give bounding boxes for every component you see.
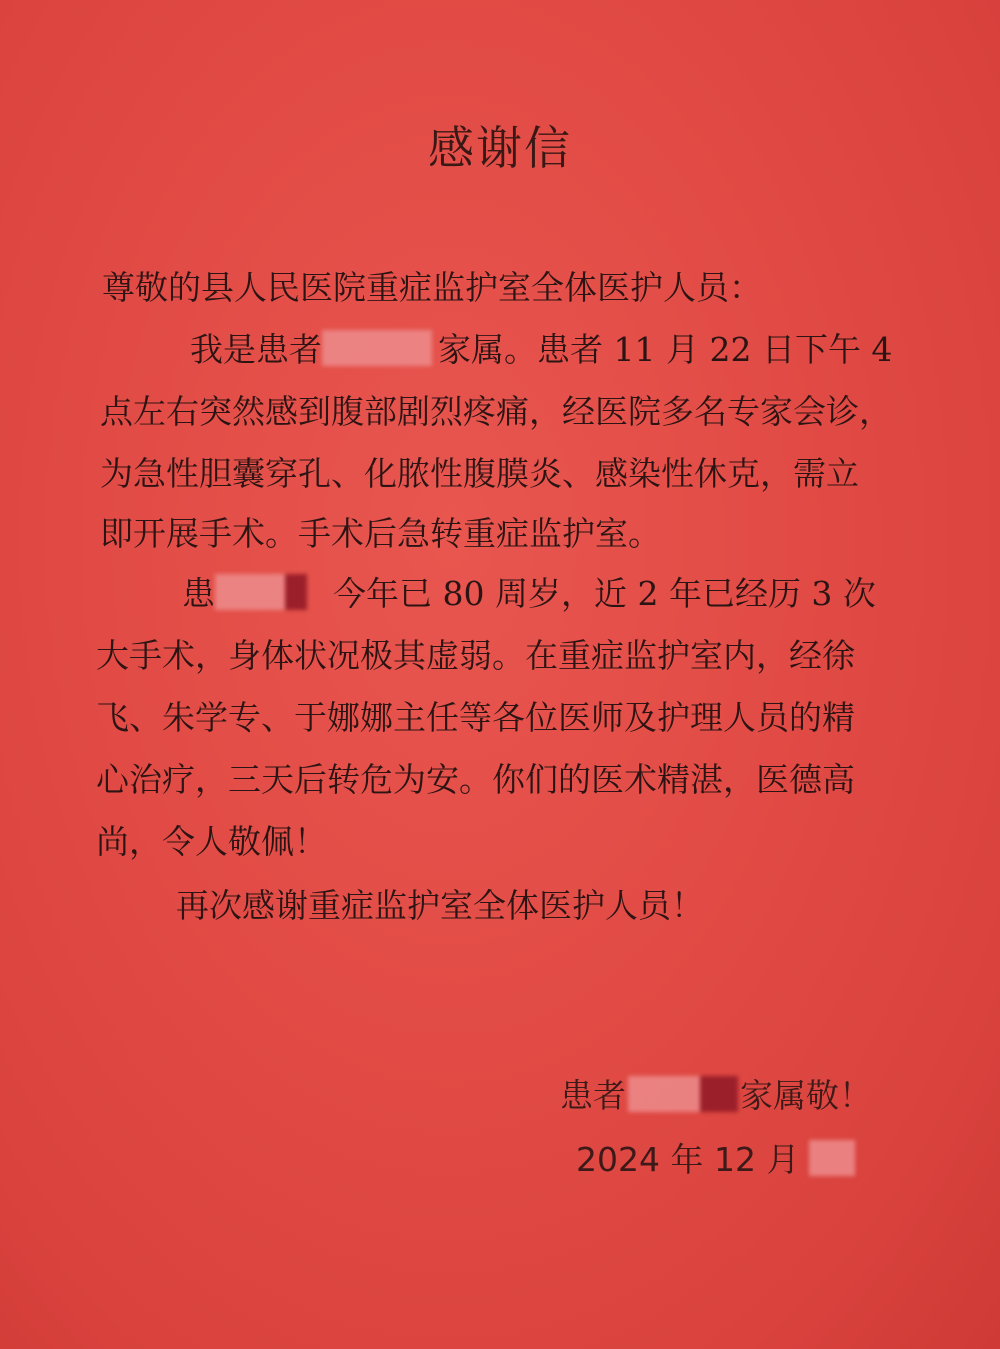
redacted-patient-name-2 [215, 574, 307, 618]
signature-suffix: 家属敬！ [740, 1076, 872, 1115]
redacted-patient-name [322, 330, 432, 374]
signature-prefix: 患者 [560, 1076, 626, 1115]
p2-suffix: 今年已 80 周岁，近 2 年已经历 3 次 [333, 574, 876, 613]
redacted-day [809, 1140, 855, 1184]
p1-suffix: 家属。患者 11 月 22 日下午 4 [438, 330, 893, 369]
salutation: 尊敬的县人民医院重症监护室全体医护人员： [102, 268, 762, 307]
paragraph-2-line-1 [182, 568, 876, 618]
paragraph-1-line-2: 点左右突然感到腹部剧烈疼痛，经医院多名专家会诊， [100, 392, 892, 431]
signature [560, 1070, 872, 1120]
date-line [576, 1134, 855, 1184]
paragraph-2-line-3: 飞、朱学专、于娜娜主任等各位医师及护理人员的精 [96, 698, 855, 737]
closing-line: 再次感谢重症监护室全体医护人员！ [176, 886, 704, 925]
paragraph-1-line-3: 为急性胆囊穿孔、化脓性腹膜炎、感染性休克，需立 [100, 454, 859, 493]
p2-prefix: 患 [182, 574, 215, 613]
redacted-signature-name [628, 1076, 738, 1120]
paragraph-2-line-2: 大手术，身体状况极其虚弱。在重症监护室内，经徐 [96, 636, 855, 675]
paragraph-1-line-1 [190, 324, 892, 374]
letter-title: 感谢信 [428, 121, 572, 175]
date-text: 2024 年 12 月 [576, 1140, 800, 1179]
paragraph-2-line-5: 尚，令人敬佩！ [96, 822, 327, 861]
paragraph-1-line-4: 即开展手术。手术后急转重症监护室。 [100, 514, 661, 553]
paragraph-2-line-4: 心治疗，三天后转危为安。你们的医术精湛，医德高 [96, 760, 855, 799]
p1-prefix: 我是患者 [190, 330, 322, 369]
